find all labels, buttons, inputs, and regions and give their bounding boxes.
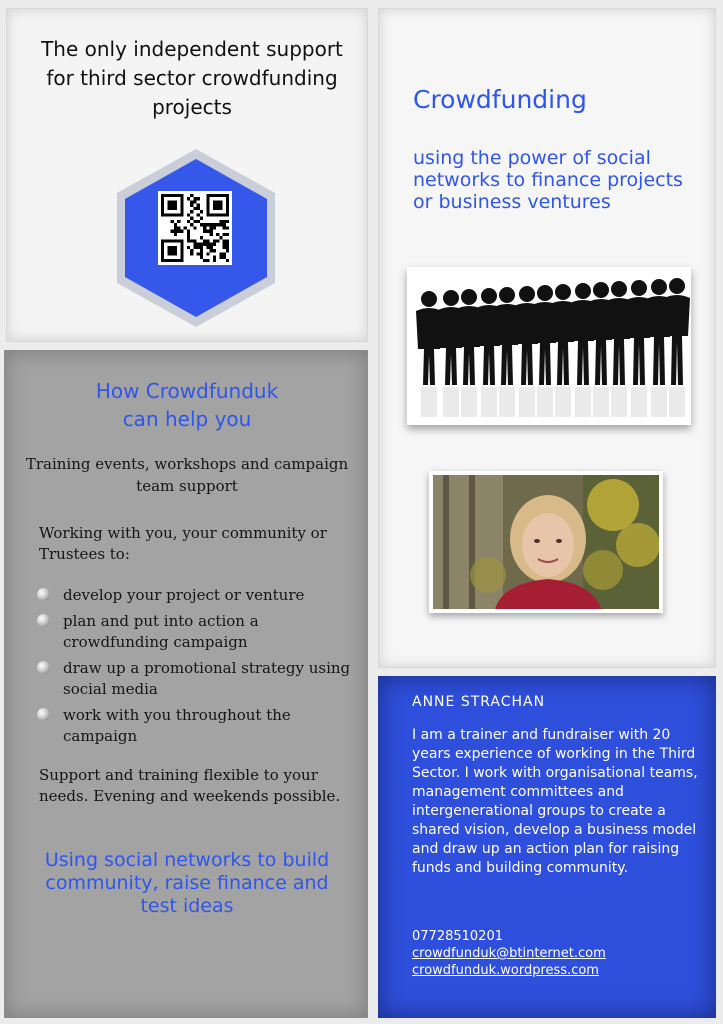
social-networks-tagline: Using social networks to build community, raise finance and test ideas [44,849,330,917]
profile-bio: I am a trainer and fundraiser with 20 years experience of working in the Third Sector. I work with organisational teams, management committees and intergenerational groups to create a shared vision, develop a business model and draw up an action plan for raising funds and building community. [412,727,698,876]
support-note: Support and training flexible to your needs. Evening and weekends possible. [39,766,341,805]
how-help-title [15,377,359,433]
list-item [35,658,355,700]
email-link[interactable]: crowdfunduk@btinternet.com [412,946,606,961]
list-item-text: develop your project or venture [63,586,305,604]
list-item-text: plan and put into action a crowdfunding campaign [63,612,259,651]
crowdfunding-title: Crowdfunding [413,85,587,114]
contact-details [412,928,702,979]
portrait-photo [429,471,663,613]
bullet-icon [37,708,50,721]
profile-panel [378,676,716,1018]
hexagon-badge [103,145,289,331]
phone-number: 07728510201 [412,929,503,944]
list-item [35,611,355,653]
crowdfunding-subtitle: using the power of social networks to finance projects or business ventures [413,147,683,213]
how-help-title-line2: can help you [122,407,252,431]
people-silhouettes-image [407,267,691,425]
bullet-icon [37,614,50,627]
how-we-help-panel [4,350,368,1018]
services-intro: Training events, workshops and campaign team support [25,455,349,495]
bullet-icon [37,661,50,674]
profile-name: ANNE STRACHAN [412,694,546,710]
services-list [35,585,355,752]
support-tagline: The only independent support for third sector crowdfunding projects [41,37,343,119]
list-item-text: draw up a promotional strategy using social media [63,659,351,698]
bullet-icon [37,588,50,601]
website-link[interactable]: crowdfunduk.wordpress.com [412,963,599,978]
working-with-text: Working with you, your community or Trustees to: [39,524,327,563]
list-item [35,585,355,606]
qr-code-icon[interactable] [158,191,232,265]
how-help-title-line1: How Crowdfunduk [95,379,279,403]
crowdfunding-panel [378,8,716,668]
intro-panel [6,8,368,342]
list-item-text: work with you throughout the campaign [63,706,291,745]
list-item [35,705,355,747]
